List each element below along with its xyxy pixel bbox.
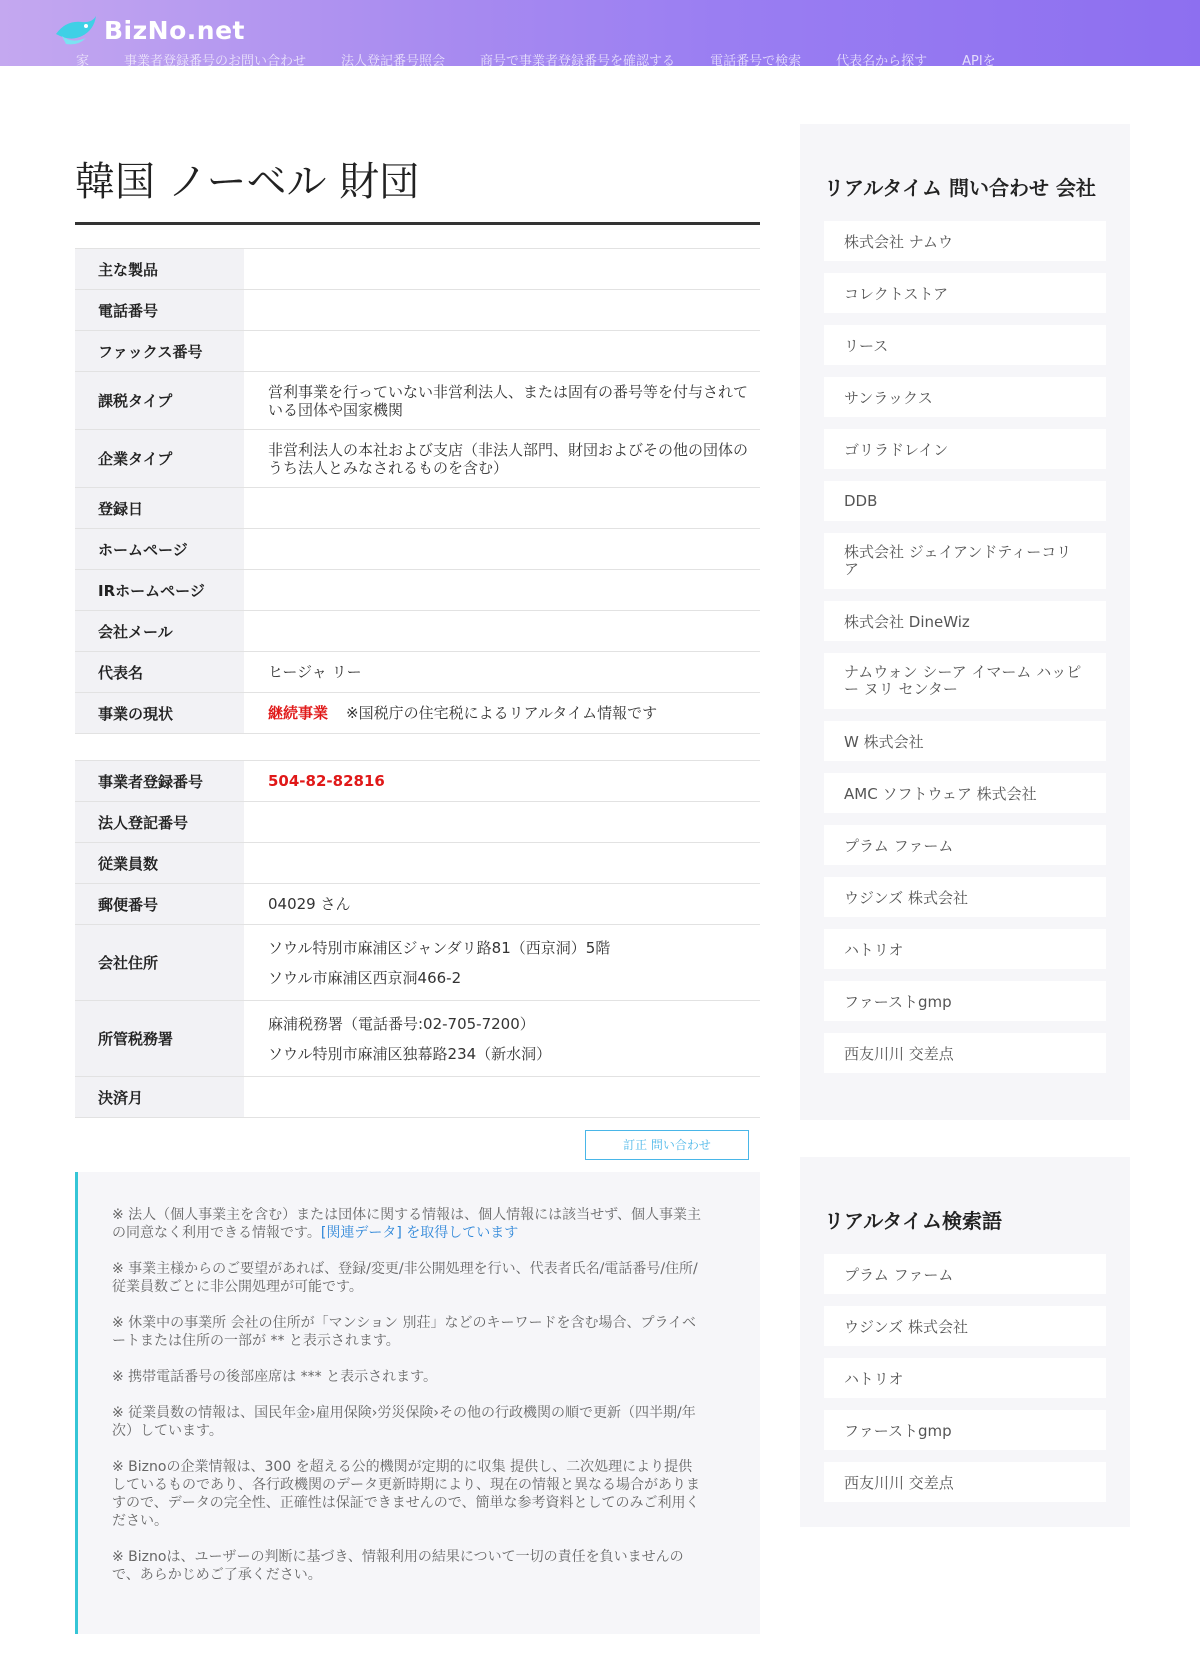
sidebar-company-item[interactable]: ウジンズ 株式会社 [824, 877, 1106, 917]
row-value [244, 802, 760, 843]
table-row [75, 802, 760, 843]
row-label: ファックス番号 [75, 331, 244, 372]
sidebar-company-item[interactable]: プラム ファーム [824, 825, 1106, 865]
note-item: ※ 休業中の事業所 会社の住所が「マンション 別荘」などのキーワードを含む場合、プライベートまたは住所の一部が ** と表示されます。 [112, 1315, 697, 1349]
postal-code-value: 04029 さん [244, 884, 760, 925]
table-row [75, 1001, 760, 1077]
nav-bizno-inquiry[interactable]: 事業者登録番号のお問い合わせ [124, 54, 307, 69]
sidebar-company-item[interactable]: サンラックス [824, 377, 1106, 417]
table-row [75, 529, 760, 570]
nav-corp-no-inquiry[interactable]: 法人登記番号照会 [341, 54, 446, 69]
company-type-value: 非営利法人の本社および支店（非法人部門、財団およびその他の団体のうち法人とみなされるものを含む） [244, 430, 760, 488]
row-label: 事業の現状 [75, 693, 244, 734]
sidebar-search-item[interactable]: ウジンズ 株式会社 [824, 1306, 1106, 1346]
sidebar-company-item[interactable]: ハトリオ [824, 929, 1106, 969]
tax-office-line-1: 麻浦税務署（電話番号:02-705-7200） [268, 1014, 535, 1033]
row-label: 会社住所 [75, 925, 244, 1001]
row-label: 決済月 [75, 1077, 244, 1118]
row-value [244, 331, 760, 372]
row-label: 所管税務署 [75, 1001, 244, 1077]
correction-inquiry-button[interactable]: 訂正 問い合わせ [585, 1130, 749, 1160]
sidebar-company-item[interactable]: W 株式会社 [824, 721, 1106, 761]
row-value [244, 488, 760, 529]
table-row [75, 884, 760, 925]
row-label: 登録日 [75, 488, 244, 529]
sidebar-company-item[interactable]: 株式会社 ナムウ [824, 221, 1106, 261]
note-item: ※ 携帯電話番号の後部座席は *** と表示されます。 [112, 1369, 437, 1385]
main-nav [76, 50, 1031, 69]
nav-api[interactable]: APIを [962, 54, 996, 69]
sidebar-company-item[interactable]: ナムウォン シーア イマーム ハッピー ヌリ センター [824, 653, 1106, 709]
row-value [244, 529, 760, 570]
status-note: ※国税庁の住宅税によるリアルタイム情報です [346, 704, 658, 722]
sidebar-company-item[interactable]: AMC ソフトウェア 株式会社 [824, 773, 1106, 813]
table-row [75, 843, 760, 884]
tax-office-line-2: ソウル特別市麻浦区独幕路234（新水洞） [268, 1044, 552, 1063]
table-row [75, 570, 760, 611]
representative-value: ヒージャ リー [244, 652, 760, 693]
row-label: 会社メール [75, 611, 244, 652]
row-label: 電話番号 [75, 290, 244, 331]
sidebar-search-item[interactable]: 西友川川 交差点 [824, 1462, 1106, 1502]
row-label: 郵便番号 [75, 884, 244, 925]
table-row [75, 611, 760, 652]
table-row [75, 430, 760, 488]
site-header [0, 0, 1200, 69]
row-label: ホームページ [75, 529, 244, 570]
tax-type-value: 営利事業を行っていない非営利法人、または固有の番号等を付与されている団体や国家機関 [244, 372, 760, 430]
realtime-search-panel [800, 1157, 1130, 1527]
sidebar-search-item[interactable]: プラム ファーム [824, 1254, 1106, 1294]
table-row [75, 249, 760, 290]
sidebar-company-item[interactable]: リース [824, 325, 1106, 365]
table-row [75, 693, 760, 734]
note-item: ※ Biznoは、ユーザーの判断に基づき、情報利用の結果について一切の責任を負いませんので、あらかじめご了承ください。 [112, 1549, 684, 1583]
address-value [244, 925, 760, 1001]
row-label: 課税タイプ [75, 372, 244, 430]
table-row [75, 925, 760, 1001]
nav-home[interactable]: 家 [76, 54, 90, 69]
row-label: IRホームページ [75, 570, 244, 611]
row-value [244, 1077, 760, 1118]
row-value [244, 843, 760, 884]
related-data-link[interactable]: [関連データ] を取得しています [320, 1225, 519, 1241]
table-row [75, 488, 760, 529]
nav-search-by-phone[interactable]: 電話番号で検索 [710, 54, 802, 69]
table-row [75, 290, 760, 331]
company-title: 韓国 ノーベル 財団 [75, 159, 420, 205]
logo-text: BizNo.net [104, 15, 245, 45]
sidebar-company-item[interactable]: 西友川川 交差点 [824, 1033, 1106, 1073]
note-item: ※ Biznoの企業情報は、300 を超える公的機関が定期的に収集 提供し、二次処理により提供しているものであり、各行政機関のデータ更新時期により、現在の情報と異なる場合がありますので、データの完全性、正確性は保証できませんので、簡単な参考資料としてのみご利用ください。 [112, 1459, 700, 1529]
address-line-1: ソウル特別市麻浦区ジャンダリ路81（西京洞）5階 [268, 938, 611, 957]
sidebar-search-item[interactable]: ハトリオ [824, 1358, 1106, 1398]
site-logo[interactable] [52, 12, 245, 48]
row-label: 法人登記番号 [75, 802, 244, 843]
row-label: 代表名 [75, 652, 244, 693]
table-row [75, 331, 760, 372]
title-divider [75, 222, 760, 225]
table-row [75, 372, 760, 430]
sidebar-company-item[interactable]: ファーストgmp [824, 981, 1106, 1021]
business-status-value [244, 693, 760, 734]
table-row [75, 761, 760, 802]
realtime-search-title: リアルタイム検索語 [824, 1209, 1002, 1233]
logo-bird-icon [52, 12, 98, 48]
nav-search-by-name[interactable]: 商号で事業者登録番号を確認する [480, 54, 676, 69]
disclaimer-notes [75, 1172, 760, 1634]
address-line-2: ソウル市麻浦区西京洞466-2 [268, 968, 462, 987]
sidebar-company-item[interactable]: コレクトストア [824, 273, 1106, 313]
note-item: ※ 従業員数の情報は、国民年金›雇用保険›労災保険›その他の行政機関の順で更新（四半期/年次）しています。 [112, 1405, 696, 1439]
biz-no-value: 504-82-82816 [268, 772, 385, 790]
table-row [75, 1077, 760, 1118]
sidebar-company-item[interactable]: 株式会社 ジェイアンドティーコリア [824, 533, 1106, 589]
nav-search-by-rep[interactable]: 代表名から探す [836, 54, 928, 69]
status-badge: 継続事業 [268, 704, 329, 722]
realtime-inquiry-title: リアルタイム 問い合わせ 会社 [824, 176, 1096, 200]
row-label: 企業タイプ [75, 430, 244, 488]
sidebar-company-item[interactable]: 株式会社 DineWiz [824, 601, 1106, 641]
sidebar-company-item[interactable]: ゴリラドレイン [824, 429, 1106, 469]
note-text: ※ 法人（個人事業主を含む）または団体に関する情報は、個人情報には該当せず、個人事業主の同意なく利用できる情報です。 [112, 1207, 702, 1241]
sidebar-company-item[interactable]: DDB [824, 481, 1106, 521]
realtime-inquiry-panel [800, 124, 1130, 1120]
row-label: 主な製品 [75, 249, 244, 290]
note-item: ※ 事業主様からのご要望があれば、登録/変更/非公開処理を行い、代表者氏名/電話番号/住所/従業員数ごとに非公開処理が可能です。 [112, 1261, 698, 1295]
note-item [112, 1206, 702, 1242]
row-value [244, 249, 760, 290]
row-value [244, 611, 760, 652]
company-info-table [75, 248, 760, 734]
table-row [75, 652, 760, 693]
row-label: 事業者登録番号 [75, 761, 244, 802]
sidebar-search-item[interactable]: ファーストgmp [824, 1410, 1106, 1450]
tax-office-value [244, 1001, 760, 1077]
row-value [244, 290, 760, 331]
registration-table [75, 760, 760, 1118]
row-value [244, 570, 760, 611]
row-label: 従業員数 [75, 843, 244, 884]
